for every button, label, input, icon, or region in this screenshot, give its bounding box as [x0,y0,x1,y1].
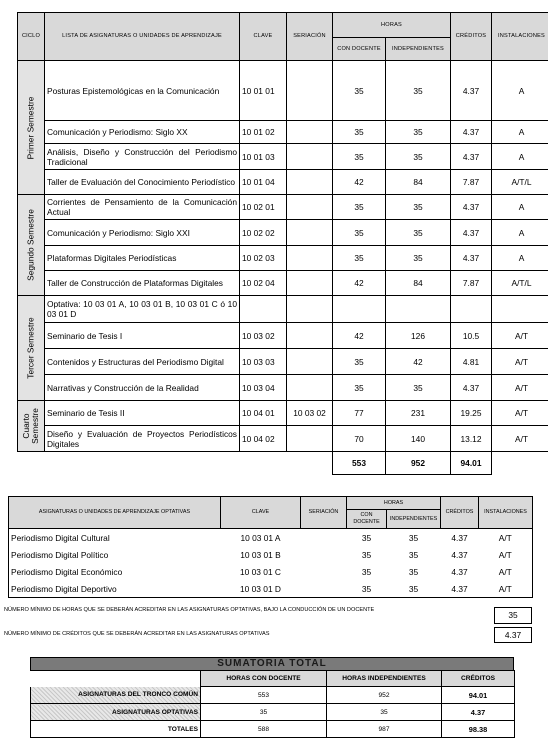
subject-con-docente: 77 [333,401,386,426]
opt-creditos: 4.37 [451,549,468,560]
subject-clave: 10 02 02 [240,220,287,246]
subject-seriacion [287,349,333,375]
subject-independientes: 35 [386,220,451,246]
opt-con-docente: 35 [361,566,372,577]
sumatoria-table [30,670,515,738]
opt-seriacion [301,563,347,580]
table-row [18,426,548,452]
subject-clave: 10 03 04 [240,375,287,401]
total-creditos: 94.01 [451,452,492,475]
opt-creditos: 4.37 [451,532,468,543]
sumatoria-creditos: 94.01 [442,687,515,704]
subject-name: Corrientes de Pensamiento de la Comunicación Actual [45,195,240,220]
sumatoria-row-label: ASIGNATURAS OPTATIVAS [31,704,201,721]
header-independientes: INDEPENDIENTES [386,38,451,61]
subject-con-docente: 35 [333,195,386,220]
table-row [18,401,548,426]
subject-seriacion: 10 03 02 [287,401,333,426]
subject-name: Comunicación y Periodismo: Siglo XXI [45,220,240,246]
opt-header-horas: HORAS [347,497,441,510]
opt-row [9,529,533,547]
subject-name: Seminario de Tesis I [45,323,240,349]
subject-seriacion [287,246,333,271]
opt-clave: 10 03 01 A [240,532,281,543]
sumatoria-row [31,687,515,704]
ciclo-cell [18,195,45,296]
min-creditos-value: 4.37 [494,627,532,643]
subject-creditos: 7.87 [451,170,492,195]
header-instalaciones: INSTALACIONES [492,13,548,61]
subject-instalaciones [492,296,548,323]
subject-independientes: 84 [386,170,451,195]
subject-seriacion [287,426,333,452]
table-row [18,220,548,246]
subject-name: Seminario de Tesis II [45,401,240,426]
opt-independientes: 35 [408,549,419,560]
table-row [18,349,548,375]
subject-name: Narrativas y Construcción de la Realidad [45,375,240,401]
subject-independientes: 35 [386,246,451,271]
subject-independientes: 140 [386,426,451,452]
subject-instalaciones: A/T [492,349,548,375]
opt-instalaciones: A/T [479,546,533,563]
subject-independientes: 35 [386,61,451,121]
subject-clave [240,296,287,323]
subject-independientes [386,296,451,323]
subject-instalaciones: A [492,61,548,121]
ciclo-label: Primer Semestre [25,96,36,159]
subject-instalaciones: A/T [492,375,548,401]
sumatoria-header-row [31,671,515,687]
subject-name: Taller de Evaluación del Conocimiento Periodístico [45,170,240,195]
header-seriacion: SERIACIÓN [287,13,333,61]
ciclo-cell [18,401,45,452]
opt-creditos: 4.37 [441,580,479,598]
subject-creditos: 7.87 [451,271,492,296]
curriculum-table [17,12,548,475]
subject-creditos: 4.81 [451,349,492,375]
subject-con-docente: 42 [333,323,386,349]
optativas-table [8,496,533,598]
subject-independientes: 35 [386,121,451,144]
subject-creditos: 4.37 [451,144,492,170]
subject-seriacion [287,375,333,401]
subject-instalaciones: A/T/L [492,271,548,296]
subject-con-docente: 35 [333,144,386,170]
opt-header-instalaciones: INSTALACIONES [479,497,533,529]
subject-clave: 10 01 02 [240,121,287,144]
subject-con-docente: 35 [333,246,386,271]
subject-creditos: 10.5 [451,323,492,349]
sumatoria-header-blank [31,671,201,687]
subject-clave: 10 02 03 [240,246,287,271]
subject-instalaciones: A/T [492,426,548,452]
subject-name: Comunicación y Periodismo: Siglo XX [45,121,240,144]
subject-seriacion [287,144,333,170]
opt-header-creditos: CRÉDITOS [441,497,479,529]
subject-name: Taller de Construcción de Plataformas Digitales [45,271,240,296]
subject-creditos: 4.37 [451,121,492,144]
opt-independientes: 35 [408,532,419,543]
opt-name: Periodismo Digital Cultural [9,529,221,547]
total-independientes: 952 [386,452,451,475]
subject-con-docente: 42 [333,170,386,195]
subject-seriacion [287,220,333,246]
sumatoria-con-docente: 35 [201,704,327,721]
sumatoria-row [31,721,515,738]
subject-seriacion [287,121,333,144]
subject-clave: 10 03 03 [240,349,287,375]
opt-con-docente: 35 [361,532,372,543]
subject-clave: 10 04 01 [240,401,287,426]
ciclo-cell [18,296,45,401]
subject-creditos: 4.37 [451,220,492,246]
sumatoria-independientes: 987 [327,721,442,738]
sumatoria-row-label: ASIGNATURAS DEL TRONCO COMÚN [31,687,201,704]
subject-seriacion [287,195,333,220]
totals-row [18,452,548,475]
opt-con-docente: 35 [361,549,372,560]
subject-con-docente: 35 [333,220,386,246]
opt-name: Periodismo Digital Económico [9,563,221,580]
subject-creditos: 13.12 [451,426,492,452]
opt-instalaciones: A/T [479,580,533,598]
opt-instalaciones: A/T [479,563,533,580]
opt-seriacion [301,580,347,598]
opt-con-docente: 35 [347,580,387,598]
subject-name: Análisis, Diseño y Construcción del Periodismo Tradicional [45,144,240,170]
subject-con-docente: 35 [333,61,386,121]
subject-instalaciones: A [492,121,548,144]
opt-seriacion [301,546,347,563]
ciclo-cell [18,61,45,195]
table-row [18,246,548,271]
subject-con-docente: 35 [333,375,386,401]
opt-row [9,580,533,598]
subject-creditos: 4.37 [451,61,492,121]
opt-header-independientes: INDEPENDIENTES [387,510,441,529]
opt-clave: 10 03 01 D [221,580,301,598]
min-creditos-label: NÚMERO MÍNIMO DE CRÉDITOS QUE SE DEBERÁN ACREDITAR EN LAS ASIGNATURAS OPTATIVAS [4,631,270,637]
sumatoria-con-docente: 553 [201,687,327,704]
subject-clave: 10 04 02 [240,426,287,452]
subject-name: Contenidos y Estructuras del Periodismo Digital [45,349,240,375]
opt-independientes: 35 [387,580,441,598]
header-clave: CLAVE [240,13,287,61]
subject-instalaciones: A [492,195,548,220]
subject-clave: 10 01 03 [240,144,287,170]
subject-instalaciones: A/T/L [492,170,548,195]
subject-clave: 10 01 01 [240,61,287,121]
subject-con-docente: 42 [333,271,386,296]
subject-con-docente: 35 [333,121,386,144]
sumatoria-title: SUMATORIA TOTAL [30,657,514,671]
ciclo-label: Tercer Semestre [25,317,36,379]
subject-instalaciones: A/T [492,401,548,426]
subject-instalaciones: A [492,220,548,246]
table-row [18,323,548,349]
ciclo-label: Segundo Semestre [25,209,36,281]
opt-row [9,546,533,563]
table-row [18,296,548,323]
subject-independientes: 35 [386,144,451,170]
subject-seriacion [287,61,333,121]
subject-instalaciones: A/T [492,323,548,349]
opt-header-seriacion: SERIACIÓN [301,497,347,529]
subject-con-docente [333,296,386,323]
opt-header-asignaturas: ASIGNATURAS O UNIDADES DE APRENDIZAJE OPTATIVAS [9,497,221,529]
subject-independientes: 35 [386,195,451,220]
subject-clave: 10 03 02 [240,323,287,349]
subject-seriacion [287,170,333,195]
totals-spacer-right [492,452,548,475]
opt-name: Periodismo Digital Deportivo [9,580,221,598]
opt-header-con-docente: CON DOCENTE [347,510,387,529]
subject-con-docente: 70 [333,426,386,452]
table-row [18,271,548,296]
opt-name: Periodismo Digital Político [9,546,221,563]
header-horas: HORAS [333,13,451,38]
opt-independientes: 35 [408,566,419,577]
sumatoria-independientes: 35 [327,704,442,721]
opt-seriacion [301,529,347,547]
opt-header-clave: CLAVE [221,497,301,529]
subject-seriacion [287,271,333,296]
subject-creditos: 4.37 [451,246,492,271]
opt-instalaciones: A/T [479,529,533,547]
subject-clave: 10 02 04 [240,271,287,296]
total-con-docente: 553 [333,452,386,475]
table-row [18,61,548,121]
opt-creditos: 4.37 [451,566,468,577]
subject-clave: 10 01 04 [240,170,287,195]
table-row [18,375,548,401]
sumatoria-row-label: TOTALES [31,721,201,738]
subject-seriacion [287,323,333,349]
min-horas-value: 35 [494,607,532,624]
opt-clave: 10 03 01 B [240,549,281,560]
subject-name: Plataformas Digitales Periodísticas [45,246,240,271]
subject-creditos [451,296,492,323]
min-horas-label: NÚMERO MÍNIMO DE HORAS QUE SE DEBERÁN ACREDITAR EN LAS ASIGNATURAS OPTATIVAS, BAJO LA CONDUCCIÓN DE UN DOCENTE [4,607,375,613]
subject-name: Diseño y Evaluación de Proyectos Periodísticos Digitales [45,426,240,452]
header-con-docente: CON DOCENTE [333,38,386,61]
subject-name: Posturas Epistemológicas en la Comunicación [45,61,240,121]
sumatoria-con-docente: 588 [201,721,327,738]
header-lista-asignaturas: LISTA DE ASIGNATURAS O UNIDADES DE APRENDIZAJE [45,13,240,61]
subject-instalaciones: A [492,144,548,170]
subject-instalaciones: A [492,246,548,271]
subject-independientes: 35 [386,375,451,401]
sumatoria-header-independientes: HORAS INDEPENDIENTES [327,671,442,687]
table-row [18,195,548,220]
subject-creditos: 4.37 [451,195,492,220]
sumatoria-creditos: 4.37 [442,704,515,721]
table-row [18,121,548,144]
subject-independientes: 42 [386,349,451,375]
subject-independientes: 84 [386,271,451,296]
subject-creditos: 4.37 [451,375,492,401]
header-ciclo: CICLO [18,13,45,61]
ciclo-label: Cuarto Semestre [21,408,40,444]
subject-name: Optativa: 10 03 01 A, 10 03 01 B, 10 03 01 C ó 10 03 01 D [45,296,240,323]
opt-row [9,563,533,580]
table-row [18,144,548,170]
sumatoria-header-creditos: CRÉDITOS [442,671,515,687]
subject-independientes: 126 [386,323,451,349]
subject-creditos: 19.25 [451,401,492,426]
opt-clave: 10 03 01 C [240,566,281,577]
subject-independientes: 231 [386,401,451,426]
subject-clave: 10 02 01 [240,195,287,220]
subject-con-docente: 35 [333,349,386,375]
sumatoria-header-con-docente: HORAS CON DOCENTE [201,671,327,687]
totals-spacer [18,452,333,475]
subject-seriacion [287,296,333,323]
header-creditos: CRÉDITOS [451,13,492,61]
sumatoria-row [31,704,515,721]
table-row [18,170,548,195]
sumatoria-independientes: 952 [327,687,442,704]
sumatoria-creditos: 98.38 [442,721,515,738]
